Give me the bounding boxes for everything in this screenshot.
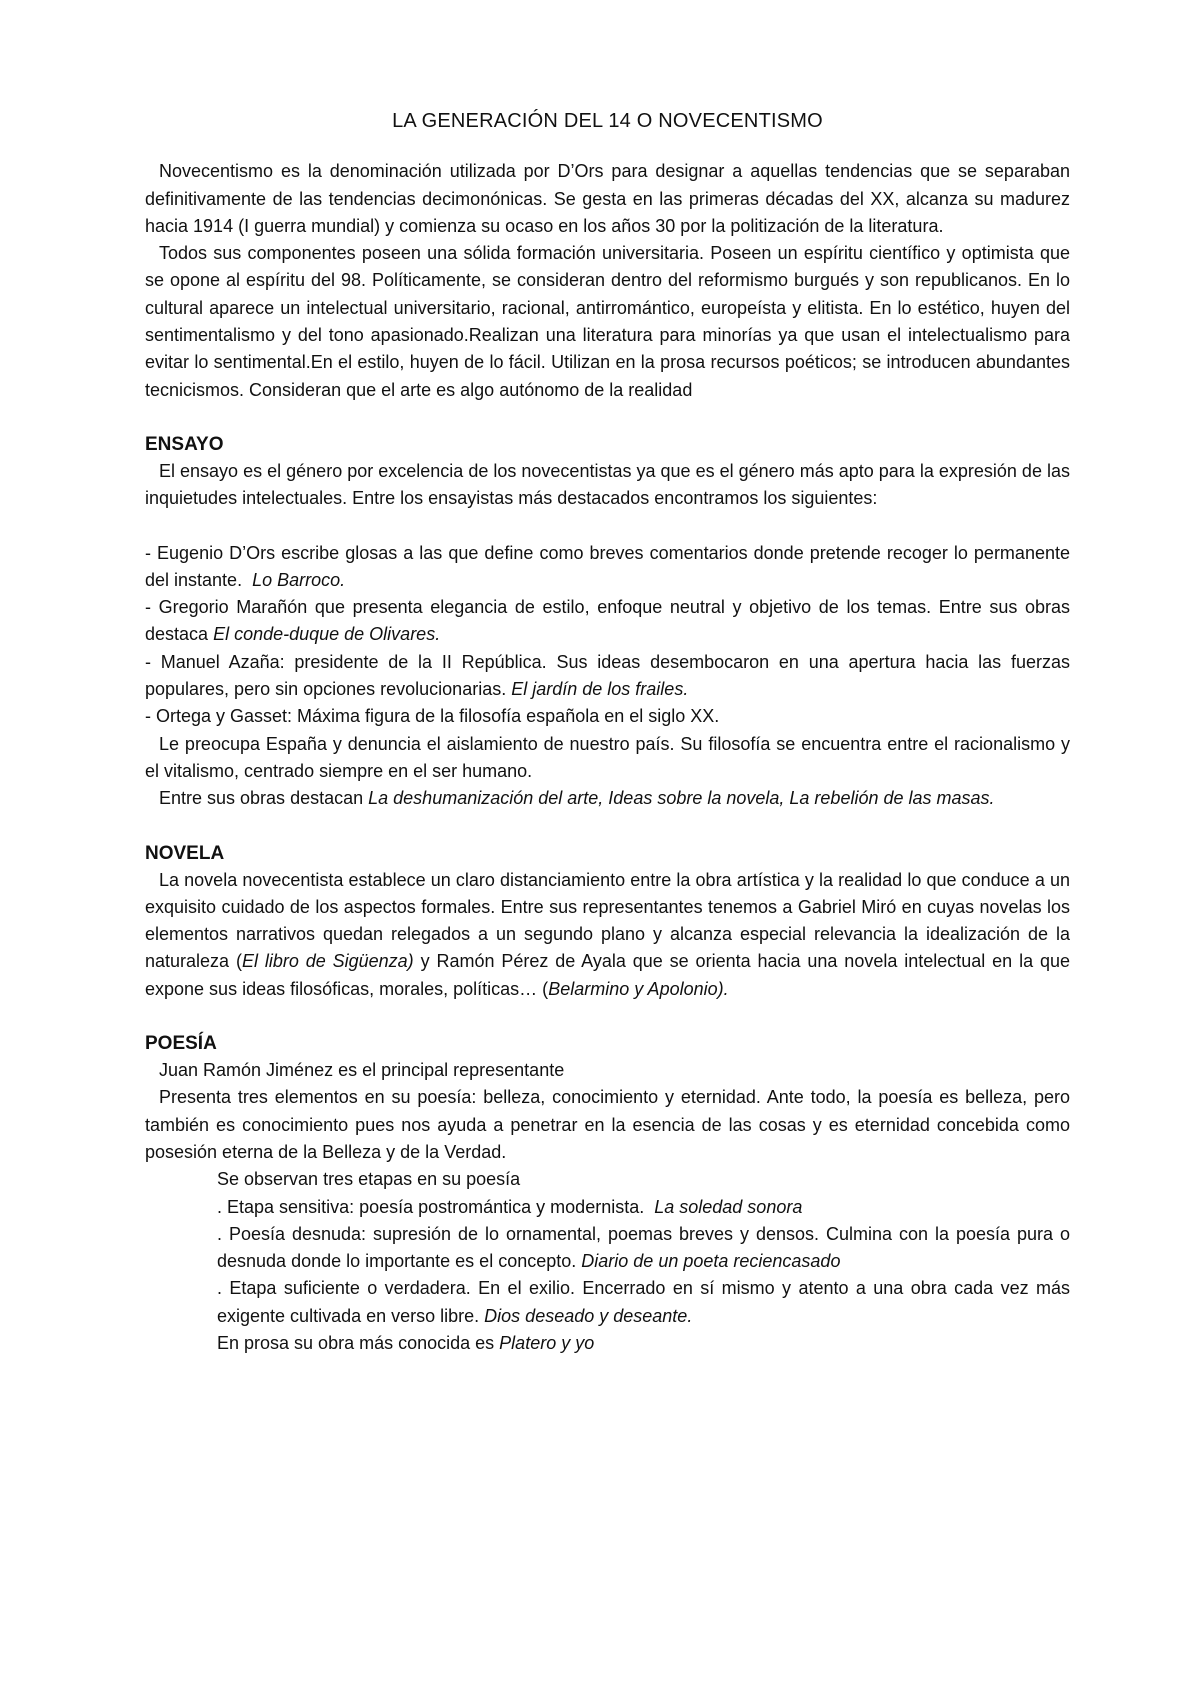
novela-paragraph — [145, 867, 1070, 1003]
ensayo-item-azana — [145, 649, 1070, 704]
intro-paragraph-1: Novecentismo es la denominación utilizada por D’Ors para designar a aquellas tendencias que se separaban definitivamente de las tendencias decimonónicas. Se gesta en las primeras décadas del XX, alcanza su madurez hacia 1914 (I guerra mundial) y comienza su ocaso en los años 30 por la politización de la literatura. — [145, 161, 1070, 236]
etapa-3-work: Dios deseado y deseante. — [484, 1305, 693, 1326]
ortega-paragraph: Le preocupa España y denuncia el aislamiento de nuestro país. Su filosofía se encuentra entre el racionalismo y el vitalismo, centrado siempre en el ser humano. — [145, 733, 1070, 781]
ensayo-heading: ENSAYO — [145, 433, 224, 455]
poesia-line-1: Juan Ramón Jiménez es el principal representante — [159, 1060, 565, 1081]
etapa-3-text: . Etapa suficiente o verdadera. En el exilio. Encerrado en sí mismo y atento a una obra cada vez más exigente cultivada en verso libre. — [217, 1278, 1070, 1326]
maranon-text: - Gregorio Marañón que presenta elegancia de estilo, enfoque neutral y objetivo de los temas. Entre sus obras destaca — [145, 597, 1070, 645]
ensayo-item-dors — [145, 540, 1070, 595]
etapas-intro: Se observan tres etapas en su poesía — [217, 1169, 521, 1190]
ensayo-item-ortega: - Ortega y Gasset: Máxima figura de la filosofía española en el siglo XX. — [145, 706, 720, 727]
etapa-1-text: . Etapa sensitiva: poesía postromántica y modernista. — [217, 1196, 645, 1217]
dors-text: - Eugenio D’Ors escribe glosas a las que define como breves comentarios donde pretende recoger lo permanente del instante. — [145, 542, 1070, 590]
prosa-work: Platero y yo — [499, 1332, 595, 1353]
azana-text: - Manuel Azaña: presidente de la II República. Sus ideas desembocaron en una apertura hacia las fuerzas populares, pero sin opciones revolucionarias. — [145, 651, 1070, 700]
document-page — [145, 100, 1070, 1357]
ensayo-intro: El ensayo es el género por excelencia de los novecentistas ya que es el género más apto para la expresión de las inquietudes intelectuales. Entre los ensayistas más destacados encontramos los siguientes: — [145, 460, 1070, 509]
poesia-heading: POESÍA — [145, 1033, 217, 1055]
etapa-1 — [145, 1194, 1070, 1221]
ortega-works-intro: Entre sus obras destacan — [159, 788, 364, 809]
ortega-works — [145, 785, 1070, 812]
novela-text-1: La novela novecentista establece un claro distanciamiento entre la obra artística y la realidad lo que conduce a un exquisito cuidado de los aspectos formales. Entre sus representantes tenemos a Gabriel Miró en cuyas novelas los elementos narrativos quedan relegados a un segundo plano y alcanza especial relevancia la idealización de la naturaleza ( — [145, 869, 1070, 972]
novela-work-1: El libro de Sigüenza) — [241, 951, 414, 972]
poesia-paragraph: Presenta tres elementos en su poesía: belleza, conocimiento y eternidad. Ante todo, la poesía es belleza, pero también es conocimiento pues nos ayuda a penetrar en la esencia de las cosas y es eternidad concebida como posesión eterna de la Belleza y de la Verdad. — [145, 1087, 1070, 1162]
ortega-works-titles: La deshumanización del arte, Ideas sobre la novela, La rebelión de las masas. — [368, 788, 995, 809]
novela-work-2: Belarmino y Apolonio). — [548, 978, 729, 999]
page-title: LA GENERACIÓN DEL 14 O NOVECENTISMO — [392, 110, 823, 132]
prosa-text: En prosa su obra más conocida es — [217, 1332, 495, 1353]
etapa-1-work: La soledad sonora — [654, 1196, 803, 1217]
etapa-3 — [145, 1275, 1070, 1330]
etapa-2-text: . Poesía desnuda: supresión de lo ornamental, poemas breves y densos. Culmina con la poesía pura o desnuda donde lo importante es el concepto. — [217, 1223, 1070, 1272]
dors-work: Lo Barroco. — [252, 569, 346, 590]
etapa-2-work: Diario de un poeta reciencasado — [581, 1251, 841, 1272]
azana-work: El jardín de los frailes. — [511, 679, 689, 700]
etapa-2 — [145, 1221, 1070, 1276]
novela-heading: NOVELA — [145, 842, 225, 864]
ensayo-item-maranon — [145, 594, 1070, 649]
prosa-line — [145, 1330, 1070, 1357]
novela-text-2: y Ramón Pérez de Ayala que se orienta hacia una novela intelectual en la que expone sus ideas filosóficas, morales, políticas… ( — [145, 951, 1070, 999]
intro-paragraph-2: Todos sus componentes poseen una sólida formación universitaria. Poseen un espíritu científico y optimista que se opone al espíritu del 98. Políticamente, se consideran dentro del reformismo burgués y son republicanos. En lo cultural aparece un intelectual universitario, racional, antirromántico, europeísta y elitista. En lo estético, huyen del sentimentalismo y del tono apasionado.Realizan una literatura para minorías ya que usan el intelectualismo para evitar lo sentimental.En el estilo, huyen de lo fácil. Utilizan en la prosa recursos poéticos; se introducen abundantes tecnicismos. Consideran que el arte es algo autónomo de la realidad — [145, 243, 1070, 400]
spacer — [145, 513, 1070, 540]
maranon-work: El conde-duque de Olivares. — [213, 624, 441, 645]
